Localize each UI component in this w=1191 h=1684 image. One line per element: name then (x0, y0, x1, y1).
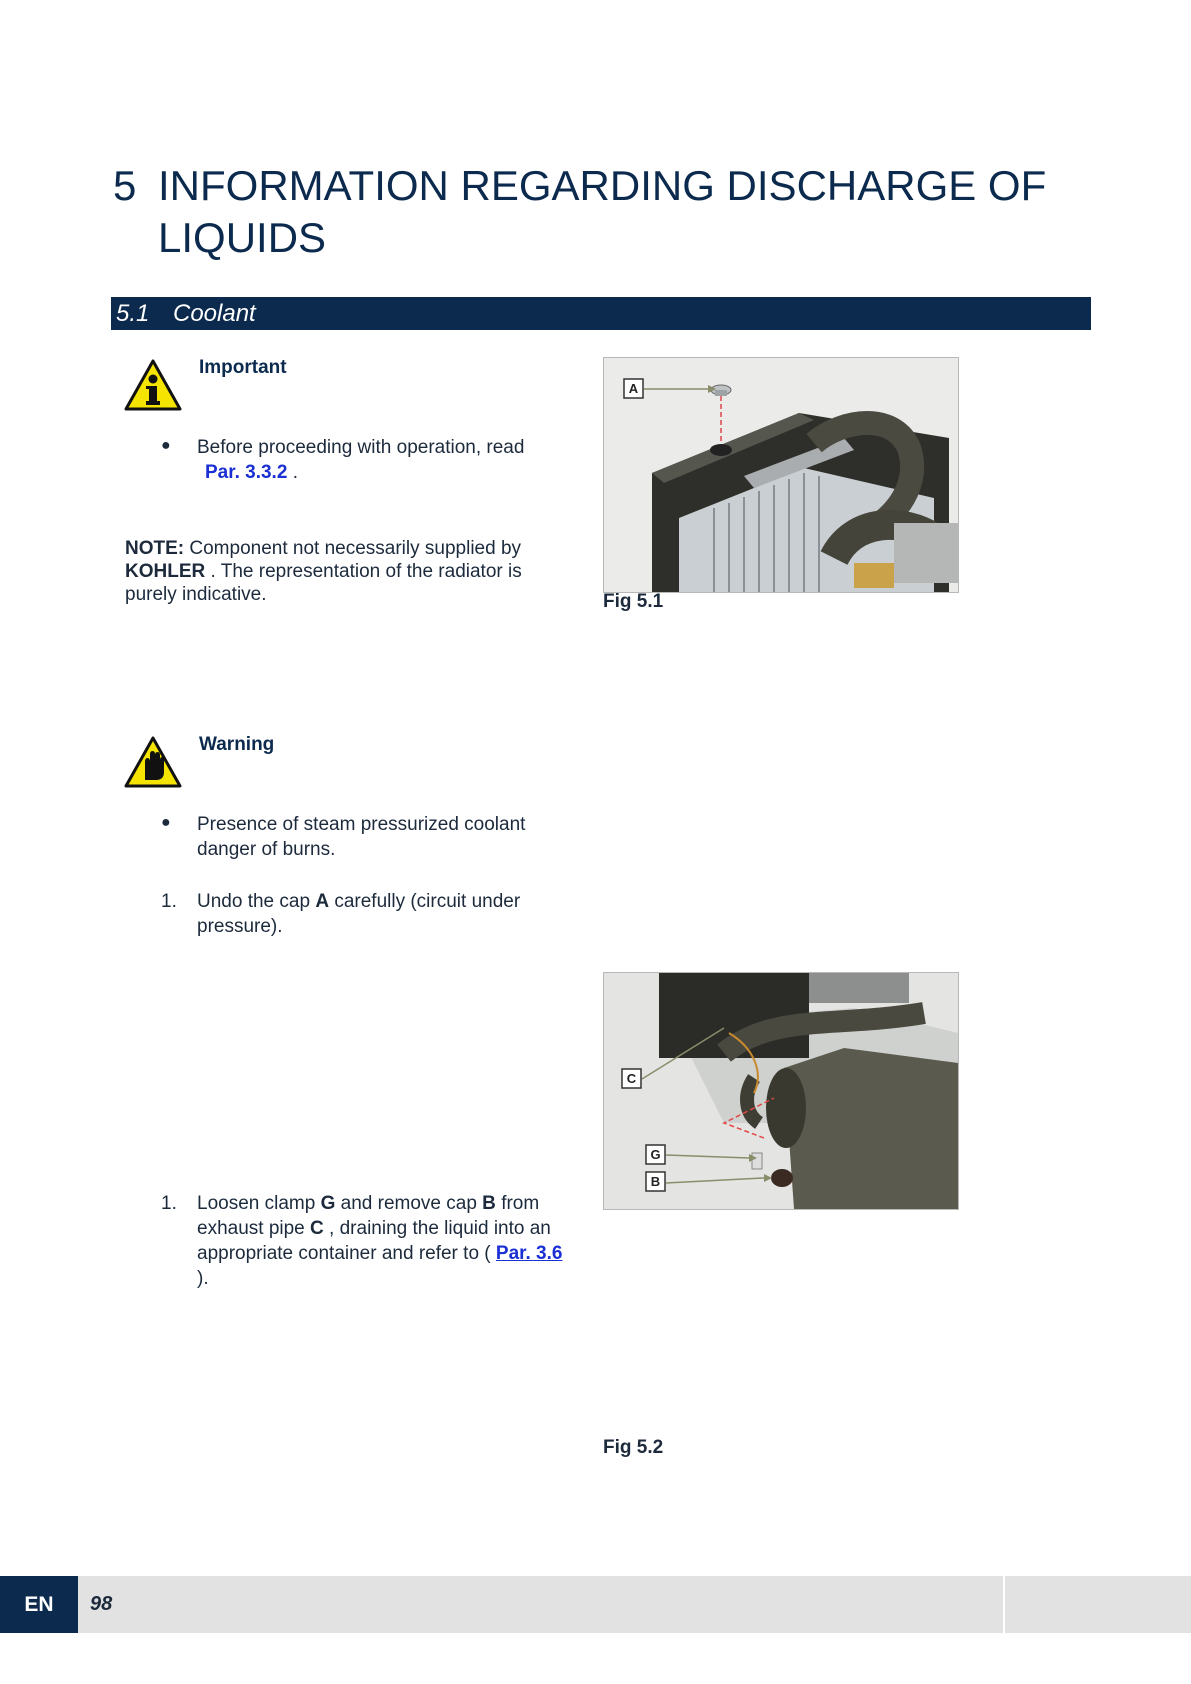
important-heading: Important (199, 357, 287, 378)
language-badge: EN (0, 1576, 78, 1633)
chapter-title: INFORMATION REGARDING DISCHARGE OF LIQUIDS (158, 162, 1047, 261)
fig2-label-b: B (650, 1174, 661, 1189)
section-number: 5.1 (116, 300, 150, 327)
figure-5-1 (603, 357, 959, 593)
warning-text: Presence of steam pressurized coolant danger of burns. (197, 814, 526, 860)
step-2-number: 1. (161, 1193, 177, 1214)
fig1-label-a: A (628, 381, 639, 396)
fig2-label-c: C (626, 1071, 637, 1086)
warning-heading: Warning (199, 734, 275, 755)
stop-hand-warning-icon (124, 736, 182, 788)
page-number: 98 (90, 1593, 113, 1615)
info-warning-icon (124, 359, 182, 411)
step-1-number: 1. (161, 891, 177, 912)
step-2-text: Loosen clamp G and remove cap B from exhaust pipe C , draining the liquid into an appropriate container and refer to ( Par. 3.6 ). (197, 1193, 563, 1289)
section-bar (111, 297, 1091, 330)
note-brand: KOHLER (125, 561, 206, 582)
par-3-6-link[interactable]: Par. 3.6 (495, 1243, 563, 1264)
fig2-label-g: G (650, 1147, 661, 1162)
bullet-dot: ● (161, 437, 171, 454)
section-title: Coolant (173, 300, 256, 327)
important-text: Before proceeding with operation, read Par. 3.3.2 . (197, 437, 525, 483)
par-3-3-2-link[interactable]: Par. 3.3.2 (205, 462, 288, 483)
fig-5-2-caption: Fig 5.2 (603, 1437, 664, 1458)
figure-5-2 (603, 972, 959, 1210)
footer-divider (1003, 1576, 1005, 1633)
step-1-text: Undo the cap A carefully (circuit under pressure). (197, 891, 521, 937)
fig-5-1-caption: Fig 5.1 (603, 591, 664, 612)
note-paragraph: NOTE: Component not necessarily supplied by KOHLER . The representation of the radiator is purely indicative. (125, 538, 522, 605)
note-label: NOTE: (125, 538, 185, 559)
bullet-dot: ● (161, 814, 171, 831)
chapter-number: 5 (113, 162, 137, 209)
page-footer (0, 1576, 1191, 1633)
